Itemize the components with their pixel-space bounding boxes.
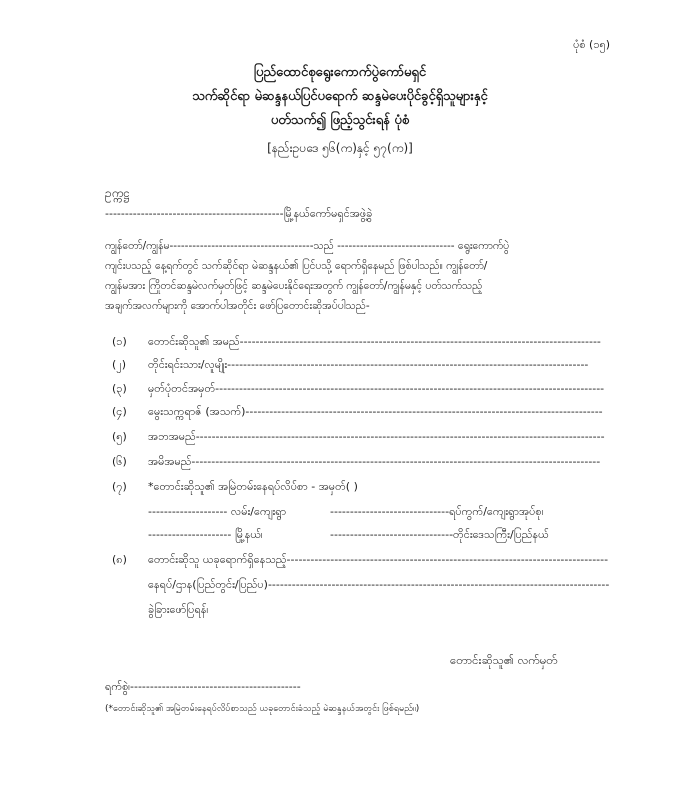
item-number: (၄): [112, 405, 127, 418]
item-number: (၈): [112, 553, 127, 566]
permanent-address-field: *တောင်းဆိုသူ၏ အမြဲတမ်းနေရပ်လိပ်စာ - အမှတ်( ): [148, 480, 358, 493]
item-number: (၂): [112, 358, 126, 371]
signature-label: တောင်းဆိုသူ၏ လက်မှတ်: [450, 653, 558, 667]
street-village-field: -------------------- လမ်း/ကျေးရွာ: [148, 505, 287, 518]
request-paragraph-line: ကျင်းပသည့် နေ့ရက်တွင် သက်ဆိုင်ရာ မဲဆန္ဒနယ်၏ ပြင်ပသို့ ရောက်ရှိနေမည် ဖြစ်ပါသည်။ ကျွန်တော်/: [105, 260, 488, 272]
specify-separately-note: ခွဲခြားဖော်ပြရန်၊: [148, 603, 209, 616]
form-rule-reference: [နည်းဥပဒေ ၅၆(က)နှင့် ၅၇(က)]: [267, 141, 413, 155]
township-field: --------------------- မြို့နယ်၊: [148, 528, 263, 541]
nrc-number-field: မှတ်ပုံတင်အမှတ်--------------------------------------------------------------------------------------------------: [148, 382, 605, 395]
region-state-field: -------------------------------တိုင်းဒေသကြီး/ပြည်နယ်: [330, 528, 549, 541]
addressee-label: ဥက္ကဋ္ဌ: [105, 186, 130, 200]
item-number: (၃): [112, 382, 127, 395]
form-title-line-3: ပတ်သက်၍ ဖြည့်သွင်းရန် ပုံစံ: [270, 113, 410, 128]
committee-line: ---------------------------------------------မြို့နယ်ကော်မရှင်အဖွဲ့ခွဲ: [105, 207, 373, 220]
birth-date-field: မွေးသက္ကရာဇ် (အသက်)------------------------------------------------------------------------------------------: [148, 405, 603, 418]
item-number: (၆): [112, 455, 127, 468]
ward-village-tract-field: ------------------------------ရပ်ကွက်/ကျေးရွာအုပ်စု၊: [330, 505, 544, 518]
request-paragraph-line: ကျွန်တော်/ကျွန်မ--------------------------------------သည် ------------------------------- ရွေးကောက်ပွဲ: [105, 240, 510, 252]
form-title-line-2: သက်ဆိုင်ရာ မဲဆန္ဒနယ်ပြင်ပရောက် ဆန္ဒမဲပေးပိုင်ခွင့်ရှိသူများနှင့်: [192, 89, 488, 104]
ethnicity-field: တိုင်းရင်းသား/လူမျိုး-------------------------------------------------------------------------------------------: [148, 358, 589, 371]
mother-name-field: အမိအမည်-------------------------------------------------------------------------------------------------------: [148, 455, 601, 468]
request-paragraph-line: ကျွန်မအား ကြိုတင်ဆန္ဒမဲလက်မှတ်ဖြင့် ဆန္ဒမဲပေးနိုင်ရေးအတွက် ကျွန်တော်/ကျွန်မနှင့် ပတ်သက်သည့်: [105, 280, 483, 292]
form-title-line-1: ပြည်ထောင်စုရွေးကောက်ပွဲကော်မရှင်: [253, 65, 427, 80]
item-number: (၅): [112, 430, 127, 443]
residence-department-field: နေရပ်/ဌာန(ပြည်တွင်း/ပြည်ပ)--------------------------------------------------------------------------------------: [148, 578, 610, 591]
footnote: (*တောင်းဆိုသူ၏ အမြဲတမ်းနေရပ်လိပ်စာသည် ယခုတောင်းခံသည့် မဲဆန္ဒနယ်အတွင်း ဖြစ်ရမည်။): [105, 704, 420, 714]
request-paragraph-line: အချက်အလက်များကို အောက်ပါအတိုင်း ဖော်ပြတောင်းဆိုအပ်ပါသည်-: [105, 300, 370, 312]
father-name-field: အဘအမည်-------------------------------------------------------------------------------------------------------: [148, 430, 605, 443]
applicant-name-field: တောင်းဆိုသူ၏ အမည်-------------------------------------------------------------------------------------------: [148, 335, 601, 348]
item-number: (၁): [112, 335, 127, 348]
current-location-field: တောင်းဆိုသူ ယခုရောက်ရှိနေသည့်---------------------------------------------------------------------------------: [148, 553, 609, 566]
date-field: ရက်စွဲ၊-------------------------------------------: [105, 680, 301, 693]
item-number: (၇): [112, 480, 127, 493]
page-number: ပုံစံ (၁၅): [573, 38, 610, 51]
